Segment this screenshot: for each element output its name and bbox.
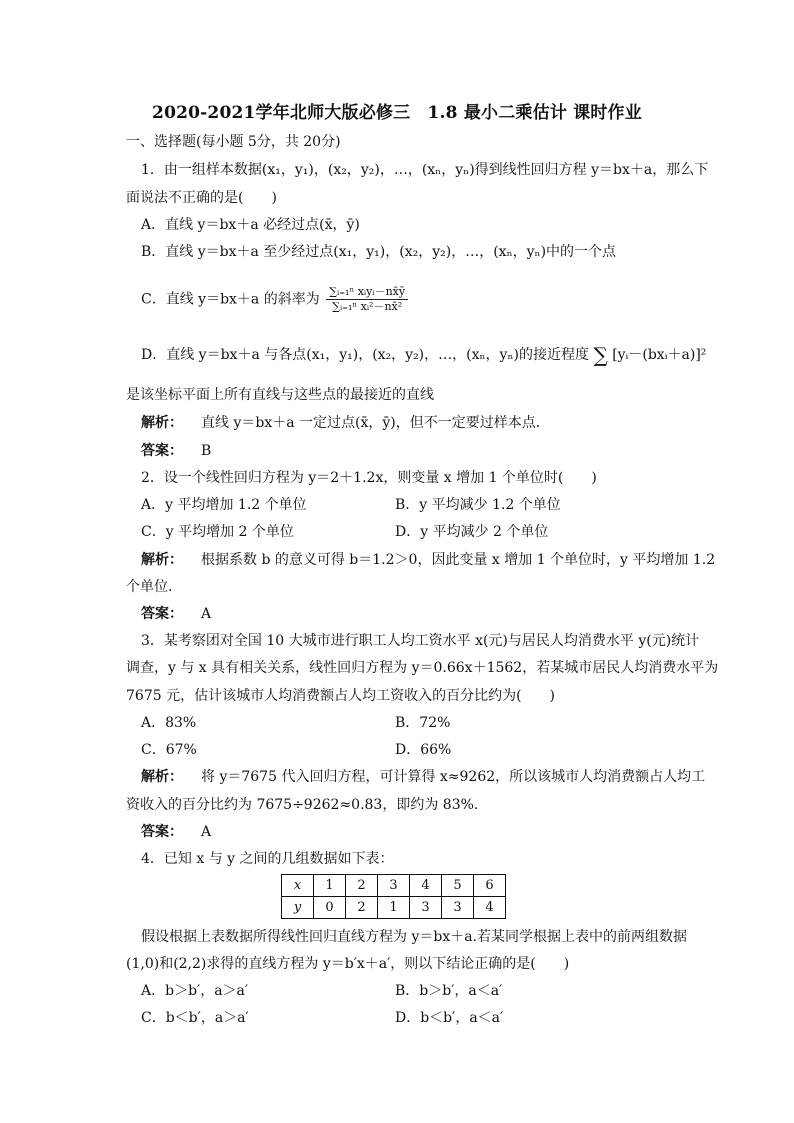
table-cell: 4 [410, 875, 442, 897]
table-cell: 3 [442, 897, 474, 919]
q3-option-a: A．83% [141, 715, 197, 731]
table-header-x: x [282, 875, 314, 897]
q4-text-line1: 假设根据上表数据所得线性回归直线方程为 y＝bx＋a.若某同学根据上表中的前两组数据 [141, 929, 688, 945]
data-table [281, 874, 506, 919]
table-cell: 4 [474, 897, 506, 919]
q3-stem-line1: 3．某考察团对全国 10 大城市进行职工人均工资水平 x(元)与居民人均消费水平 y(元)统计 [141, 633, 700, 649]
q1-answer-value: B [201, 443, 212, 459]
section-heading: 一、选择题(每小题 5分，共 20分) [126, 134, 341, 150]
analysis-label: 解析： [141, 552, 183, 568]
q1-option-a: A．直线 y＝bx＋a 必经过点(x̄，ȳ) [141, 217, 360, 233]
slope-numerator: ∑ᵢ₌₁ⁿ xᵢyᵢ－nx̄ȳ [326, 285, 408, 300]
q4-option-c: C．b＜b′，a＞a′ [141, 1010, 249, 1026]
q1-option-d [141, 345, 706, 365]
q3-stem-line3: 7675 元，估计该城市人均消费额占人均工资收入的百分比约为( ) [126, 688, 556, 704]
table-cell: 0 [314, 897, 346, 919]
q2-answer-value: A [201, 606, 212, 622]
table-cell: 3 [410, 897, 442, 919]
slope-fraction [326, 285, 408, 314]
q2-option-d: D．y 平均减少 2 个单位 [395, 524, 549, 540]
q1-option-c-text: C．直线 y＝bx＋a 的斜率为 [141, 291, 320, 308]
sum-symbol-icon: ∑ [593, 343, 608, 367]
q2-option-b: B．y 平均减少 1.2 个单位 [395, 497, 561, 513]
q3-analysis-text-2: 资收入的百分比约为 7675÷9262≈0.83，即约为 83%. [126, 797, 479, 813]
table-header-y: y [282, 897, 314, 919]
q3-option-d: D．66% [395, 742, 452, 758]
q4-option-b: B．b＞b′，a＜a′ [395, 983, 503, 999]
table-cell: 6 [474, 875, 506, 897]
q4-option-d: D．b＜b′，a＜a′ [395, 1010, 504, 1026]
q1-option-c [141, 285, 408, 314]
q2-analysis-text-2: 个单位． [126, 579, 182, 595]
q3-answer-value: A [201, 824, 212, 840]
q1-option-b: B．直线 y＝bx＋a 至少经过点(x₁，y₁)，(x₂，y₂)，…，(xₙ，yₙ)中的一个点 [141, 244, 617, 260]
table-row-x [282, 875, 506, 897]
q1-analysis [141, 413, 550, 433]
q2-analysis [141, 550, 715, 570]
q1-stem-line2: 面说法不正确的是( ) [126, 190, 277, 206]
analysis-label: 解析： [141, 415, 183, 431]
q1-option-d-formula: [yᵢ－(bxᵢ＋a)]² [612, 347, 707, 363]
table-cell: 5 [442, 875, 474, 897]
q2-answer [141, 604, 211, 624]
q3-answer [141, 822, 211, 842]
q1-option-d-continued: 是该坐标平面上所有直线与这些点的最接近的直线 [126, 387, 434, 403]
slope-denominator: ∑ᵢ₌₁ⁿ xᵢ²－nx̄² [332, 300, 403, 313]
answer-label: 答案： [141, 824, 183, 840]
q4-stem: 4．已知 x 与 y 之间的几组数据如下表： [141, 851, 394, 867]
analysis-label: 解析： [141, 769, 183, 785]
table-cell: 1 [378, 897, 410, 919]
q2-option-c: C．y 平均增加 2 个单位 [141, 524, 294, 540]
table-cell: 1 [314, 875, 346, 897]
q1-answer [141, 441, 211, 461]
table-cell: 2 [346, 875, 378, 897]
table-cell: 2 [346, 897, 378, 919]
q4-option-a: A．b＞b′，a＞a′ [141, 983, 249, 999]
q2-stem: 2．设一个线性回归方程为 y＝2＋1.2x，则变量 x 增加 1 个单位时( ) [141, 470, 597, 486]
q3-option-b: B．72% [395, 715, 451, 731]
answer-label: 答案： [141, 606, 183, 622]
q4-text-line2: (1,0)和(2,2)求得的直线方程为 y＝b′x＋a′，则以下结论正确的是( ) [126, 956, 570, 972]
table-cell: 3 [378, 875, 410, 897]
table-row-y [282, 897, 506, 919]
q2-option-a: A．y 平均增加 1.2 个单位 [141, 497, 307, 513]
q1-analysis-text: 直线 y＝bx＋a 一定过点(x̄，ȳ)，但不一定要过样本点． [201, 415, 550, 431]
q3-analysis [141, 767, 705, 787]
q3-option-c: C．67% [141, 742, 197, 758]
q1-stem-line1: 1．由一组样本数据(x₁，y₁)，(x₂，y₂)，…，(xₙ，yₙ)得到线性回归方程 y＝bx＋a，那么下 [141, 162, 709, 178]
q2-analysis-text-1: 根据系数 b 的意义可得 b＝1.2＞0，因此变量 x 增加 1 个单位时，y 平均增加 1.2 [201, 552, 716, 568]
q1-option-d-text: D．直线 y＝bx＋a 与各点(x₁，y₁)，(x₂，y₂)，…，(xₙ，yₙ)的接近程度 [141, 347, 589, 363]
q3-stem-line2: 调查，y 与 x 具有相关关系，线性回归方程为 y＝0.66x＋1562，若某城市居民人均消费水平为 [126, 660, 719, 676]
page-title: 2020-2021学年北师大版必修三 1.8 最小二乘估计 课时作业 [152, 103, 642, 123]
q3-analysis-text-1: 将 y＝7675 代入回归方程，可计算得 x≈9262，所以该城市人均消费额占人均工 [201, 769, 706, 785]
answer-label: 答案： [141, 443, 183, 459]
